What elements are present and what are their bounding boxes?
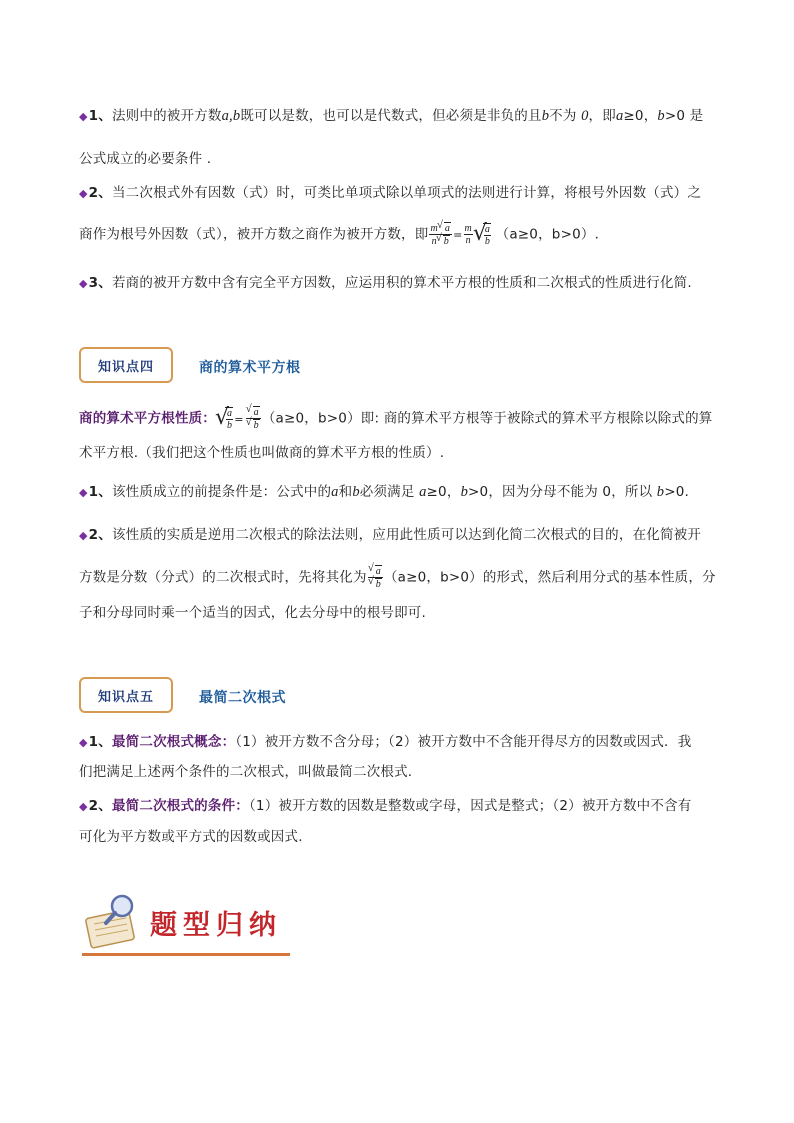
- sqrt-a-over-b: √ $\frac{a}{b}$: [483, 223, 491, 247]
- diamond-bullet-icon: ◆: [79, 486, 88, 499]
- notebook-magnifier-icon: [82, 892, 144, 950]
- kp4-note-2-line1: ◆2、该性质的实质是逆用二次根式的除法法则，应用此性质可以达到化简二次根式的目的，在化简被开: [79, 527, 702, 543]
- fraction-m-sqrt-a-over-n-sqrt-b: $\frac{m√ a}{n√ b}$: [429, 222, 452, 247]
- diamond-bullet-icon: ◆: [79, 277, 88, 290]
- kp4-note-1: ◆1、该性质成立的前提条件是：公式中的a和b必须满足 a≥0，b>0，因为分母不能为 0，所以 b>0.: [79, 484, 690, 500]
- rule-note-2-line2: 商作为根号外因数（式），被开方数之商作为被开方数，即 $\frac{m√ a}{n√ b}$ = $\frac{m}{n}$ √ $\frac{a}{b}$ （a≥0，b>0）.: [79, 222, 599, 247]
- knowledge-point-4-box: 知识点四: [79, 347, 173, 383]
- quotient-sqrt-definition-line2: 术平方根.（我们把这个性质也叫做商的算术平方根的性质）.: [79, 445, 445, 461]
- rule-note-1-line2: 公式成立的必要条件 .: [79, 151, 212, 167]
- rule-note-2-line1: ◆2、当二次根式外有因数（式）时，可类比单项式除以单项式的法则进行计算，将根号外因数（式）之: [79, 185, 702, 201]
- kp5-note-2-line1: ◆2、最简二次根式的条件：（1）被开方数的因数是整数或字母，因式是整式；（2）被开方数中不含有: [79, 798, 692, 814]
- diamond-bullet-icon: ◆: [79, 800, 88, 813]
- banner-underline: [82, 953, 290, 956]
- kp5-note-1-line2: 们把满足上述两个条件的二次根式，叫做最简二次根式.: [79, 764, 413, 780]
- knowledge-point-5-box: 知识点五: [79, 677, 173, 713]
- diamond-bullet-icon: ◆: [79, 187, 88, 200]
- quotient-sqrt-definition-line1: 商的算术平方根性质： √ $\frac{a}{b}$ = √ a √ b （a≥0，b>0）即: 商的算术平方根等于被除式的算术平方根除以除式的算: [79, 406, 713, 431]
- diamond-bullet-icon: ◆: [79, 736, 88, 749]
- kp4-note-2-line2: 方数是分数（分式）的二次根式时，先将其化为 √ a √ b （a≥0，b>0）的形式，然后利用分式的基本性质，分: [79, 565, 716, 590]
- knowledge-point-4-title: 商的算术平方根: [199, 360, 301, 376]
- kp4-note-2-line3: 子和分母同时乘一个适当的因式，化去分母中的根号即可.: [79, 605, 426, 621]
- rule-note-3: ◆3、若商的被开方数中含有完全平方因数，应运用积的算术平方根的性质和二次根式的性质进行化简.: [79, 275, 692, 291]
- diamond-bullet-icon: ◆: [79, 110, 88, 123]
- fraction-sqrt-a-over-sqrt-b: √ a √ b: [246, 406, 261, 431]
- rule-note-1-line1: ◆1、法则中的被开方数a,b既可以是数，也可以是代数式，但必须是非负的且b不为 0，即a≥0，b>0 是: [79, 108, 704, 124]
- kp5-note-2-line2: 可化为平方数或平方式的因数或因式.: [79, 829, 303, 845]
- knowledge-point-5-title: 最简二次根式: [199, 690, 286, 706]
- kp5-note-1-line1: ◆1、最简二次根式概念：（1）被开方数不含分母；（2）被开方数中不含能开得尽方的因数或因式．我: [79, 734, 692, 750]
- sqrt-a-over-b: √ $\frac{a}{b}$: [225, 407, 233, 431]
- banner-title: 题型归纳: [150, 910, 282, 940]
- diamond-bullet-icon: ◆: [79, 529, 88, 542]
- fraction-sqrt-a-over-sqrt-b: √ a √ b: [368, 565, 383, 590]
- fraction-m-over-n: $\frac{m}{n}$: [464, 223, 472, 246]
